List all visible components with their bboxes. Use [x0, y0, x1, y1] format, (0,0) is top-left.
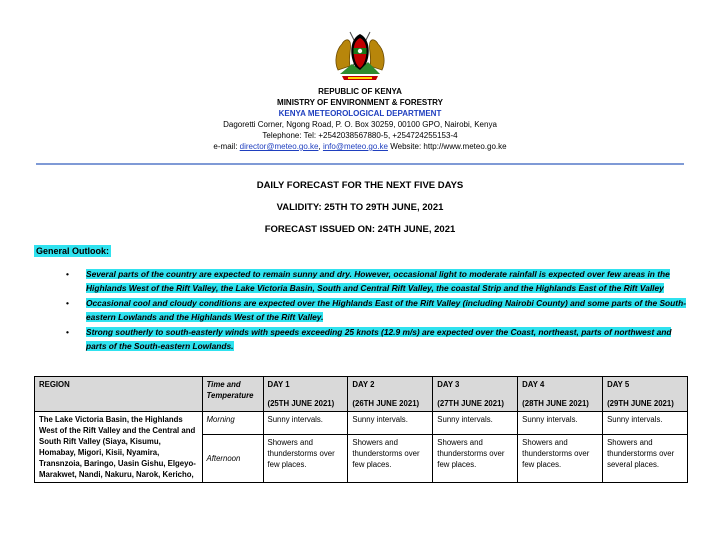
forecast-table [34, 376, 688, 483]
forecast-cell: Showers and thunderstorms over few places. [518, 435, 603, 483]
day-column-header: DAY 2 (26TH JUNE 2021) [348, 377, 433, 412]
forecast-cell: Showers and thunderstorms over several places. [603, 435, 688, 483]
issued-title: FORECAST ISSUED ON: 24TH JUNE, 2021 [264, 224, 456, 235]
contact-line [0, 141, 720, 152]
outlook-bullet: • Strong southerly to south-easterly winds with speeds exceeding 25 knots (12.9 m/s) are expected over the Coast, northeast, parts of northwest and parts of the South-eastern Lowlands. [66, 327, 672, 351]
validity-title: VALIDITY: 25TH TO 29TH JUNE, 2021 [276, 202, 444, 213]
day-column-header: DAY 3 (27TH JUNE 2021) [433, 377, 518, 412]
director-email-link[interactable]: director@meteo.go.ke [239, 142, 319, 151]
table-row [35, 412, 688, 435]
address-line: Dagoretti Corner, Ngong Road, P. O. Box 30259, 00100 GPO, Nairobi, Kenya [223, 120, 497, 129]
bullet-icon: • [66, 298, 69, 308]
forecast-cell: Sunny intervals. [433, 412, 518, 435]
general-outlook-heading: General Outlook: [36, 246, 110, 256]
bullet-icon: • [66, 269, 69, 279]
forecast-cell: Sunny intervals. [263, 412, 348, 435]
morning-label: Morning [202, 412, 263, 435]
email-prefix: e-mail: [213, 142, 240, 151]
table-header-row [35, 377, 688, 412]
info-email-link[interactable]: info@meteo.go.ke [322, 142, 388, 151]
afternoon-label: Afternoon [202, 435, 263, 483]
forecast-cell: Sunny intervals. [603, 412, 688, 435]
bullet-icon: • [66, 327, 69, 337]
region-column-header: REGION [35, 377, 203, 412]
website-text: Website: http://www.meteo.go.ke [387, 142, 507, 151]
republic-heading: REPUBLIC OF KENYA [318, 87, 402, 96]
day-column-header: DAY 4 (28TH JUNE 2021) [518, 377, 603, 412]
time-column-header: Time and Temperature [202, 377, 263, 412]
forecast-cell: Sunny intervals. [518, 412, 603, 435]
day-column-header: DAY 1 (25TH JUNE 2021) [263, 377, 348, 412]
forecast-cell: Showers and thunderstorms over few places. [263, 435, 348, 483]
forecast-title: DAILY FORECAST FOR THE NEXT FIVE DAYS [256, 180, 464, 191]
outlook-bullet-list [66, 268, 686, 355]
department-heading: KENYA METEOROLOGICAL DEPARTMENT [278, 109, 442, 118]
day-column-header: DAY 5 (29TH JUNE 2021) [603, 377, 688, 412]
email-separator: , [318, 142, 323, 151]
ministry-heading: MINISTRY OF ENVIRONMENT & FORESTRY [277, 98, 443, 107]
outlook-bullet: • Several parts of the country are expected to remain sunny and dry. However, occasional light to moderate rainfall is expected over few areas in the Highlands West of the Rift Valley, the Lake Victoria Basin, South and Central Rift Valley, the coastal Strip and the Highlands East of the Rift Valley [66, 269, 670, 293]
forecast-cell: Showers and thunderstorms over few places. [348, 435, 433, 483]
outlook-bullet: • Occasional cool and cloudy conditions are expected over the Highlands East of the Rift Valley (including Nairobi County) and some parts of the South-eastern Lowlands and the Highlands West of the Rift Valley. [66, 298, 686, 322]
kenya-coat-of-arms-icon [330, 26, 390, 82]
region-cell: The Lake Victoria Basin, the Highlands West of the Rift Valley and the Central and South Rift Valley (Siaya, Kisumu, Homabay, Migori, Kisii, Nyamira, Transnzoia, Baringo, Uasin Gishu, Elgeyo-Marakwet, Nandi, Nakuru, Narok, Kericho, [35, 412, 203, 483]
forecast-cell: Sunny intervals. [348, 412, 433, 435]
telephone-line: Telephone: Tel: +2542038567880-5, +254724255153-4 [262, 131, 458, 140]
header-divider [36, 163, 684, 165]
forecast-cell: Showers and thunderstorms over few places. [433, 435, 518, 483]
